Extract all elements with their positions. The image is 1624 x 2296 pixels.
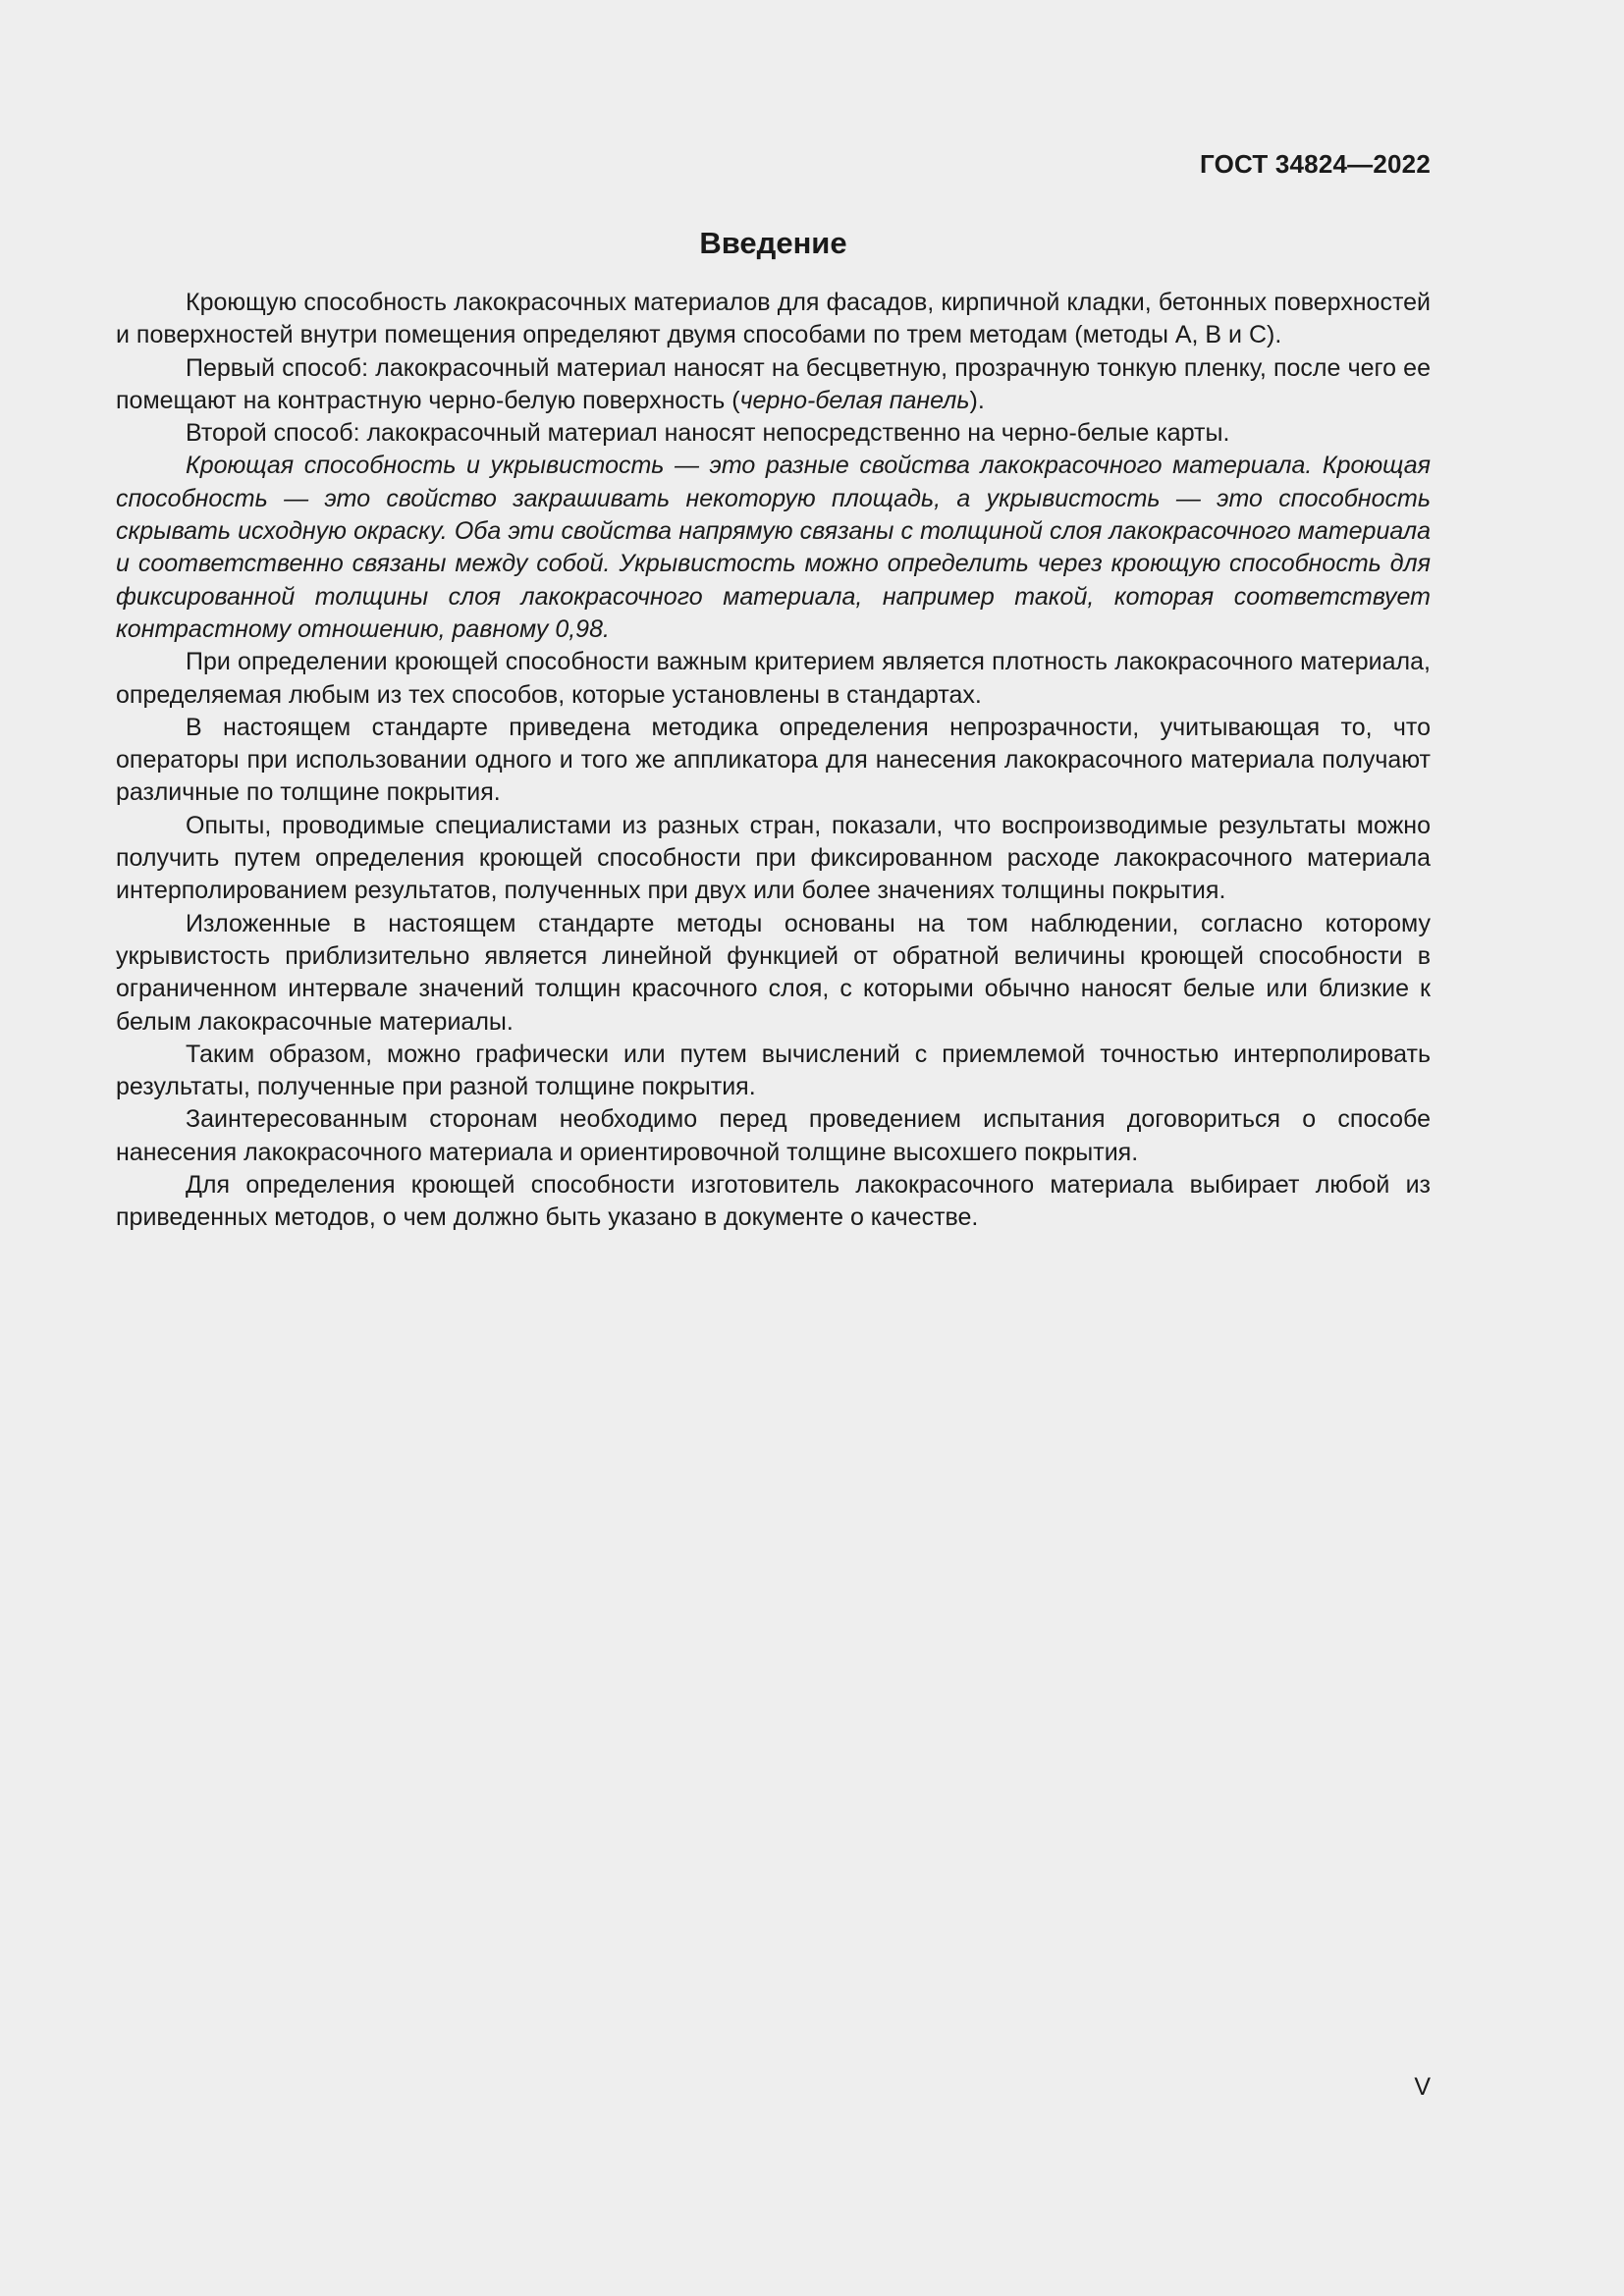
paragraph-8: Изложенные в настоящем стандарте методы основаны на том наблюдении, согласно которому укрывистость приблизительно является линейной функцией от обратной величины кроющей способности в ограниченном интервале значений толщин красочного слоя, с которыми обычно наносят белые или близкие к белым лакокрасочные материалы.	[116, 909, 1431, 1036]
introduction-body	[116, 287, 1431, 1235]
paragraph-6: В настоящем стандарте приведена методика определения непрозрачности, учитывающая то, что операторы при использовании одного и того же аппликатора для нанесения лакокрасочного материала получают различные по толщине покрытия.	[116, 713, 1431, 807]
paragraph-11: Для определения кроющей способности изготовитель лакокрасочного материала выбирает любой из приведенных методов, о чем должно быть указано в документе о качестве.	[116, 1171, 1431, 1232]
paragraph-10: Заинтересованным сторонам необходимо перед проведением испытания договориться о способе нанесения лакокрасочного материала и ориентировочной толщине высохшего покрытия.	[116, 1105, 1431, 1166]
page-number: V	[1414, 2073, 1431, 2101]
paragraph-5: При определении кроющей способности важным критерием является плотность лакокрасочного материала, определяемая любым из тех способов, которые установлены в стандартах.	[116, 648, 1431, 709]
paragraph-2-text-after: ).	[969, 386, 985, 414]
document-code: ГОСТ 34824—2022	[1200, 149, 1431, 179]
paragraph-7: Опыты, проводимые специалистами из разных стран, показали, что воспроизводимые результаты можно получить путем определения кроющей способности при фиксированном расходе лакокрасочного материала интерполированием результатов, полученных при двух или более значениях толщины покрытия.	[116, 811, 1431, 905]
paragraph-1: Кроющую способность лакокрасочных материалов для фасадов, кирпичной кладки, бетонных поверхностей и поверхностей внутри помещения определяют двумя способами по трем методам (методы А, В и С).	[116, 289, 1431, 349]
paragraph-3: Второй способ: лакокрасочный материал наносят непосредственно на черно-белые карты.	[186, 419, 1230, 448]
paragraph-4-italic: Кроющая способность и укрывистость — это разные свойства лакокрасочного материала. Кроющая способность — это свойство закрашивать некоторую площадь, а укрывистость — это способность скрывать исходную окраску. Оба эти свойства напрямую связаны с толщиной слоя лакокрасочного материала и соответственно связаны между собой. Укрывистость можно определить через кроющую способность для фиксированной толщины слоя лакокрасочного материала, например такой, которая соответствует контрастному отношению, равному 0,98.	[116, 452, 1431, 643]
paragraph-2-text-before: Первый способ: лакокрасочный материал наносят на бесцветную, прозрачную тонкую пленку, после чего ее помещают на контрастную черно-белую поверхность (	[116, 353, 1431, 414]
paragraph-2-emphasis: черно-белая панель	[739, 386, 970, 414]
paragraph-9: Таким образом, можно графически или путем вычислений с приемлемой точностью интерполировать результаты, полученные при разной толщине покрытия.	[116, 1040, 1431, 1101]
section-title: Введение	[699, 226, 847, 260]
paragraph-2	[116, 352, 1431, 418]
